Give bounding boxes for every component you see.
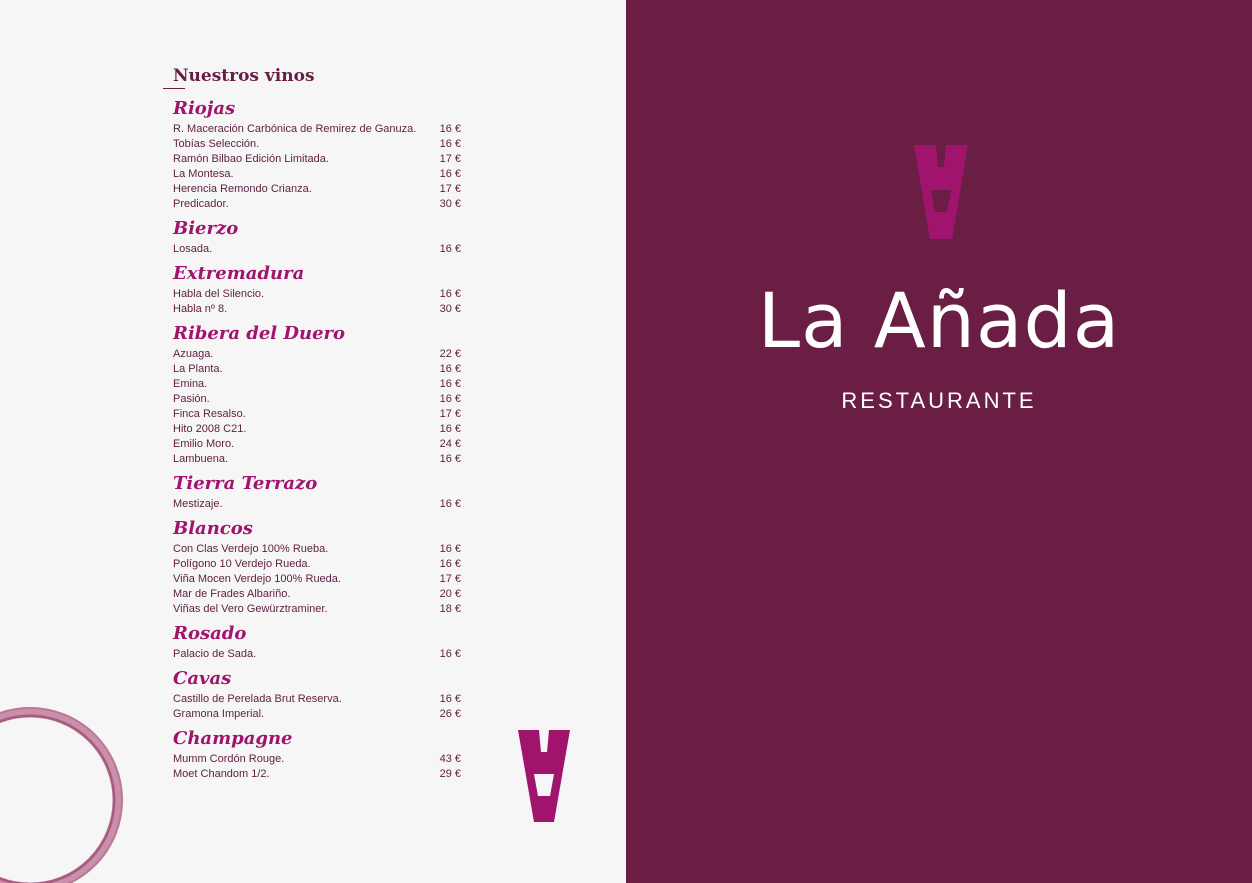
wine-item (173, 422, 461, 437)
wine-item (173, 692, 461, 707)
wine-name: Hito 2008 C21. (173, 423, 247, 435)
wine-price: 16 € (439, 648, 461, 660)
wine-item (173, 197, 461, 212)
wine-name: Habla del Silencio. (173, 288, 265, 300)
wine-section (173, 473, 461, 512)
wine-name: La Planta. (173, 363, 223, 375)
wine-price: 16 € (439, 123, 461, 135)
wine-stain-ring (0, 700, 130, 883)
wine-section (173, 518, 461, 617)
wine-item (173, 752, 461, 767)
wine-price: 22 € (439, 348, 461, 360)
wine-price: 43 € (439, 753, 461, 765)
wine-name: Viña Mocen Verdejo 100% Rueda. (173, 573, 341, 585)
wine-price: 16 € (439, 693, 461, 705)
wine-price: 20 € (439, 588, 461, 600)
wine-item (173, 437, 461, 452)
wine-price: 26 € (439, 708, 461, 720)
wine-name: Mestizaje. (173, 498, 223, 510)
menu-title: Nuestros vinos (173, 66, 461, 86)
wine-price: 16 € (439, 543, 461, 555)
wine-item (173, 347, 461, 362)
wine-name: Finca Resalso. (173, 408, 246, 420)
wine-item (173, 542, 461, 557)
wine-name: Mar de Frades Albariño. (173, 588, 291, 600)
wine-item (173, 707, 461, 722)
section-title: Cavas (173, 668, 232, 689)
wine-price: 16 € (439, 393, 461, 405)
wine-section (173, 263, 461, 317)
wine-name: Azuaga. (173, 348, 214, 360)
section-title: Bierzo (173, 218, 239, 239)
wine-sections (173, 98, 461, 782)
wine-name: La Montesa. (173, 168, 234, 180)
wine-name: Con Clas Verdejo 100% Rueba. (173, 543, 329, 555)
wine-item (173, 557, 461, 572)
wine-item (173, 407, 461, 422)
cover-page (626, 0, 1252, 883)
wine-price: 16 € (439, 288, 461, 300)
wine-item (173, 377, 461, 392)
wine-item (173, 137, 461, 152)
wine-item (173, 602, 461, 617)
wine-section (173, 623, 461, 662)
wine-name: Mumm Cordón Rouge. (173, 753, 285, 765)
wine-item (173, 767, 461, 782)
wine-price: 17 € (439, 408, 461, 420)
wine-name: Herencia Remondo Crianza. (173, 183, 312, 195)
wine-name: Pasión. (173, 393, 210, 405)
wine-name: Polígono 10 Verdejo Rueda. (173, 558, 311, 570)
wine-price: 24 € (439, 438, 461, 450)
wine-name: Predicador. (173, 198, 229, 210)
section-title: Rosado (173, 623, 247, 644)
wine-section (173, 668, 461, 722)
section-title: Tierra Terrazo (173, 473, 318, 494)
wine-price: 16 € (439, 168, 461, 180)
wine-name: Palacio de Sada. (173, 648, 257, 660)
section-title: Champagne (173, 728, 293, 749)
wine-price: 18 € (439, 603, 461, 615)
brand-name: La Añada (757, 276, 1121, 365)
wine-item (173, 647, 461, 662)
wine-item (173, 452, 461, 467)
wine-item (173, 152, 461, 167)
brand-subtitle: RESTAURANTE (841, 388, 1037, 413)
wine-item (173, 167, 461, 182)
wine-item (173, 572, 461, 587)
logo-a-icon (514, 730, 574, 822)
wine-item (173, 122, 461, 137)
wine-price: 29 € (439, 768, 461, 780)
wine-name: Ramón Bilbao Edición Limitada. (173, 153, 329, 165)
wine-price: 16 € (439, 423, 461, 435)
section-title: Ribera del Duero (173, 323, 346, 344)
wine-name: Viñas del Vero Gewürztraminer. (173, 603, 328, 615)
wine-name: Emilio Moro. (173, 438, 235, 450)
wine-price: 17 € (439, 183, 461, 195)
wine-name: Castillo de Perelada Brut Reserva. (173, 693, 342, 705)
wine-price: 16 € (439, 453, 461, 465)
wine-price: 16 € (439, 363, 461, 375)
wine-price: 17 € (439, 153, 461, 165)
wine-price: 30 € (439, 198, 461, 210)
wine-section (173, 218, 461, 257)
wine-price: 16 € (439, 498, 461, 510)
wine-item (173, 242, 461, 257)
wine-item (173, 497, 461, 512)
wine-name: Losada. (173, 243, 213, 255)
section-title: Extremadura (173, 263, 305, 284)
wine-name: Gramona Imperial. (173, 708, 265, 720)
wine-item (173, 182, 461, 197)
wine-price: 16 € (439, 378, 461, 390)
wine-section (173, 323, 461, 467)
logo-a-icon (910, 145, 972, 239)
wine-price: 16 € (439, 138, 461, 150)
wine-item (173, 302, 461, 317)
wine-price: 16 € (439, 558, 461, 570)
wine-price: 16 € (439, 243, 461, 255)
wine-section (173, 728, 461, 782)
section-title: Blancos (173, 518, 253, 539)
wine-item (173, 392, 461, 407)
wine-item (173, 287, 461, 302)
wine-name: Moet Chandom 1/2. (173, 768, 270, 780)
wine-list (173, 66, 461, 788)
section-title: Riojas (173, 98, 236, 119)
wine-name: Tobías Selección. (173, 138, 260, 150)
wine-price: 17 € (439, 573, 461, 585)
wine-name: R. Maceración Carbónica de Remirez de Ganuza. (173, 123, 417, 135)
wine-price: 30 € (439, 303, 461, 315)
wine-section (173, 98, 461, 212)
wine-name: Lambuena. (173, 453, 229, 465)
wine-name: Emina. (173, 378, 208, 390)
wine-item (173, 362, 461, 377)
wine-name: Habla nº 8. (173, 303, 228, 315)
wine-item (173, 587, 461, 602)
